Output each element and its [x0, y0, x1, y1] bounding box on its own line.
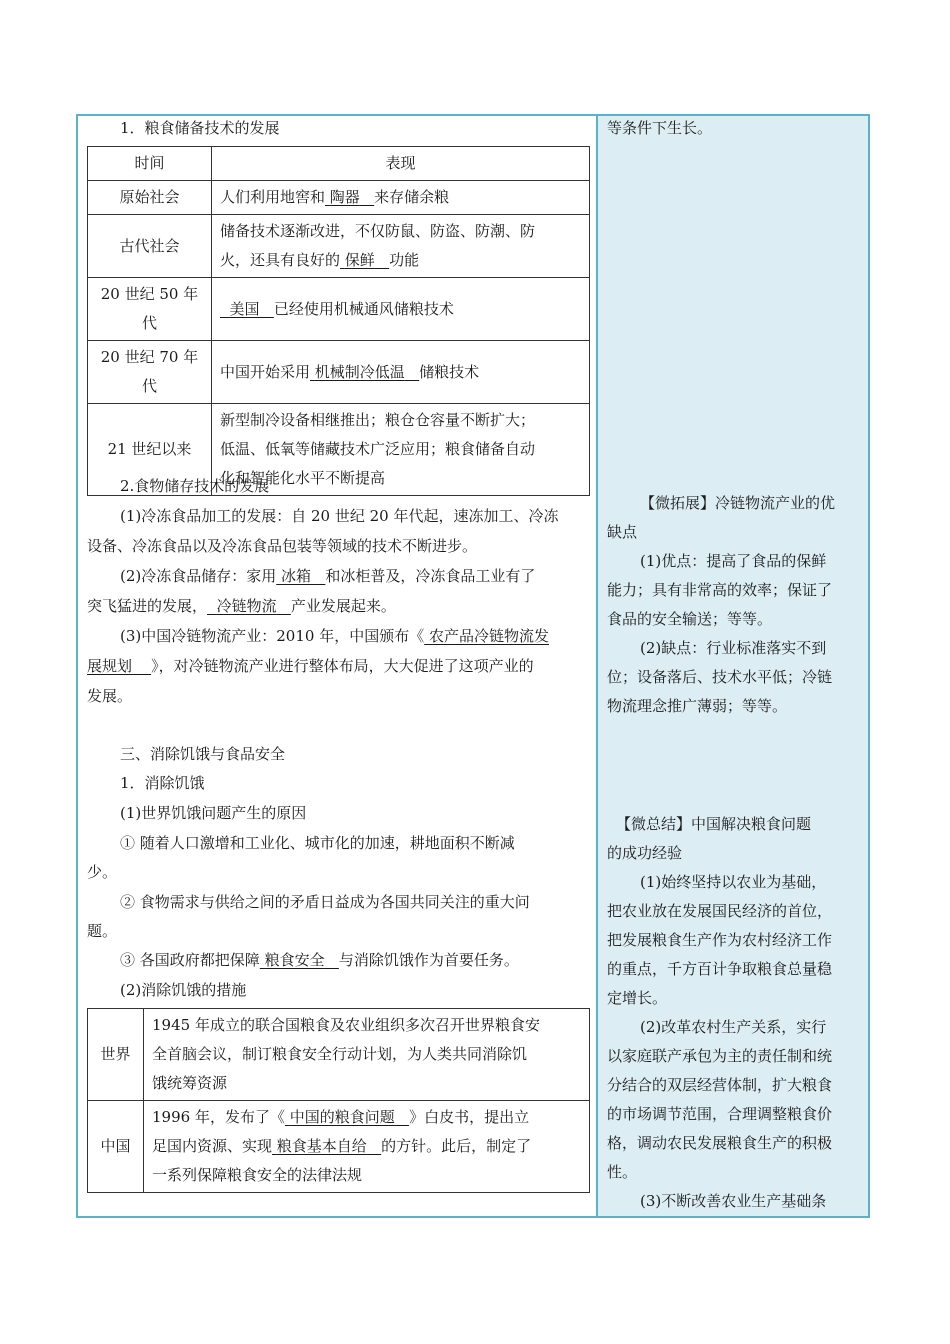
micro-extension-note: 【微拓展】冷链物流产业的优 缺点 (1)优点：提高了食品的保鲜 能力；具有非常高的效率；保证了 食品的安全输送；等等。 (2)缺点：行业标准落实不到 位；设备落后、技术水平低；冷链 物流理念推广薄弱；等等。 — [607, 489, 862, 721]
header-performance: 表现 — [212, 147, 590, 181]
heading-eliminate-hunger: 1．消除饥饿 — [120, 774, 205, 792]
table-row — [88, 1101, 590, 1193]
micro-extension-title: 【微拓展】冷链物流产业的优 — [640, 494, 836, 512]
para-cold-chain-end: 发展。 — [87, 687, 133, 705]
header-time: 时间 — [88, 147, 212, 181]
sidebar-notes — [598, 116, 868, 1216]
page-frame — [76, 114, 870, 1218]
time-cell: 20 世纪 70 年 代 — [88, 341, 212, 404]
para-cold-chain: (3)中国冷链物流产业：2010 年，中国颁布《 农产品冷链物流发 — [120, 627, 549, 645]
time-cell: 古代社会 — [88, 215, 212, 278]
para-frozen-storage: (2)冷冻食品储存：家用 冰箱 和冰柜普及，冷冻食品工业有了 — [120, 567, 536, 585]
time-cell: 20 世纪 50 年 代 — [88, 278, 212, 341]
cause-two: ② 食物需求与供给之间的矛盾日益成为各国共同关注的重大问 — [120, 893, 530, 911]
performance-cell: 储备技术逐渐改进，不仅防鼠、防盗、防潮、防 火，还具有良好的 保鲜 功能 — [212, 215, 590, 278]
heading-grain-storage: 1．粮食储备技术的发展 — [120, 119, 280, 137]
section-three-title: 三、消除饥饿与食品安全 — [120, 745, 286, 763]
cause-one: ① 随着人口激增和工业化、城市化的加速，耕地面积不断减 — [120, 834, 515, 852]
disadvantages: (2)缺点：行业标准落实不到 — [640, 639, 827, 657]
measures-table — [87, 1008, 590, 1193]
performance-cell: 新型制冷设备相继推出；粮仓仓容量不断扩大； 低温、低氧等储藏技术广泛应用；粮食储备自动 化和智能化水平不断提高 — [212, 404, 590, 496]
cause-three: ③ 各国政府都把保障 粮食安全 与消除饥饿作为首要任务。 — [120, 951, 519, 969]
table-row — [88, 341, 590, 404]
experience-one: (1)始终坚持以农业为基础， — [640, 873, 827, 891]
experience-two: (2)改革农村生产关系，实行 — [640, 1018, 827, 1036]
micro-summary-note: 【微总结】中国解决粮食问题 的成功经验 (1)始终坚持以农业为基础， 把农业放在发展国民经济的首位， 把发展粮食生产作为农村经济工作 的重点，千方百计争取粮食总量稳 定增长。 (2)改革农村生产关系，实行 以家庭联产承包为主的责任制和统 分结合的双层经营体制，扩大粮食 的市场调节范围，合理调整粮食价 格，调动农民发展粮食生产的积极 性。 (3)不断改善农业生产基础条 — [607, 810, 862, 1216]
table-row — [88, 1009, 590, 1101]
cause-one-cont: 少。 — [87, 863, 118, 881]
heading-measures: (2)消除饥饿的措施 — [120, 981, 247, 999]
performance-cell: 美国 已经使用机械通风储粮技术 — [212, 278, 590, 341]
para-cold-chain-cont: 展规划 》，对冷链物流产业进行整体布局，大大促进了这项产业的 — [87, 657, 534, 675]
performance-cell: 人们利用地窖和 陶器 来存储余粮 — [212, 181, 590, 215]
grain-storage-table — [87, 146, 590, 496]
time-cell: 原始社会 — [88, 181, 212, 215]
para-frozen-storage-cont: 突飞猛进的发展， 冷链物流 产业发展起来。 — [87, 597, 396, 615]
world-label: 世界 — [88, 1009, 144, 1101]
sidebar-continuation: 等条件下生长。 — [607, 119, 713, 137]
cause-two-cont: 题。 — [87, 922, 118, 940]
para-frozen-processing-cont: 设备、冷冻食品以及冷冻食品包装等领域的技术不断进步。 — [87, 537, 478, 555]
para-frozen-processing: (1)冷冻食品加工的发展：自 20 世纪 20 年代起，速冻加工、冷冻 — [120, 507, 559, 525]
table-row — [88, 215, 590, 278]
micro-summary-title: 【微总结】中国解决粮食问题 — [616, 815, 812, 833]
heading-food-storage: 2.食物储存技术的发展 — [120, 477, 270, 495]
china-measures: 1996 年，发布了《 中国的粮食问题 》白皮书，提出立 足国内资源、实现 粮食基本自给 的方针。此后，制定了 一系列保障粮食安全的法律法规 — [144, 1101, 590, 1193]
main-column — [78, 116, 598, 1216]
world-measures: 1945 年成立的联合国粮食及农业组织多次召开世界粮食安 全首脑会议，制订粮食安全行动计划，为人类共同消除饥 饿统筹资源 — [144, 1009, 590, 1101]
advantages: (1)优点：提高了食品的保鲜 — [640, 552, 827, 570]
table-row — [88, 181, 590, 215]
performance-cell: 中国开始采用 机械制冷低温 储粮技术 — [212, 341, 590, 404]
china-label: 中国 — [88, 1101, 144, 1193]
table-row — [88, 278, 590, 341]
heading-hunger-causes: (1)世界饥饿问题产生的原因 — [120, 804, 307, 822]
time-cell: 21 世纪以来 — [88, 404, 212, 496]
experience-three: (3)不断改善农业生产基础条 — [640, 1192, 827, 1210]
